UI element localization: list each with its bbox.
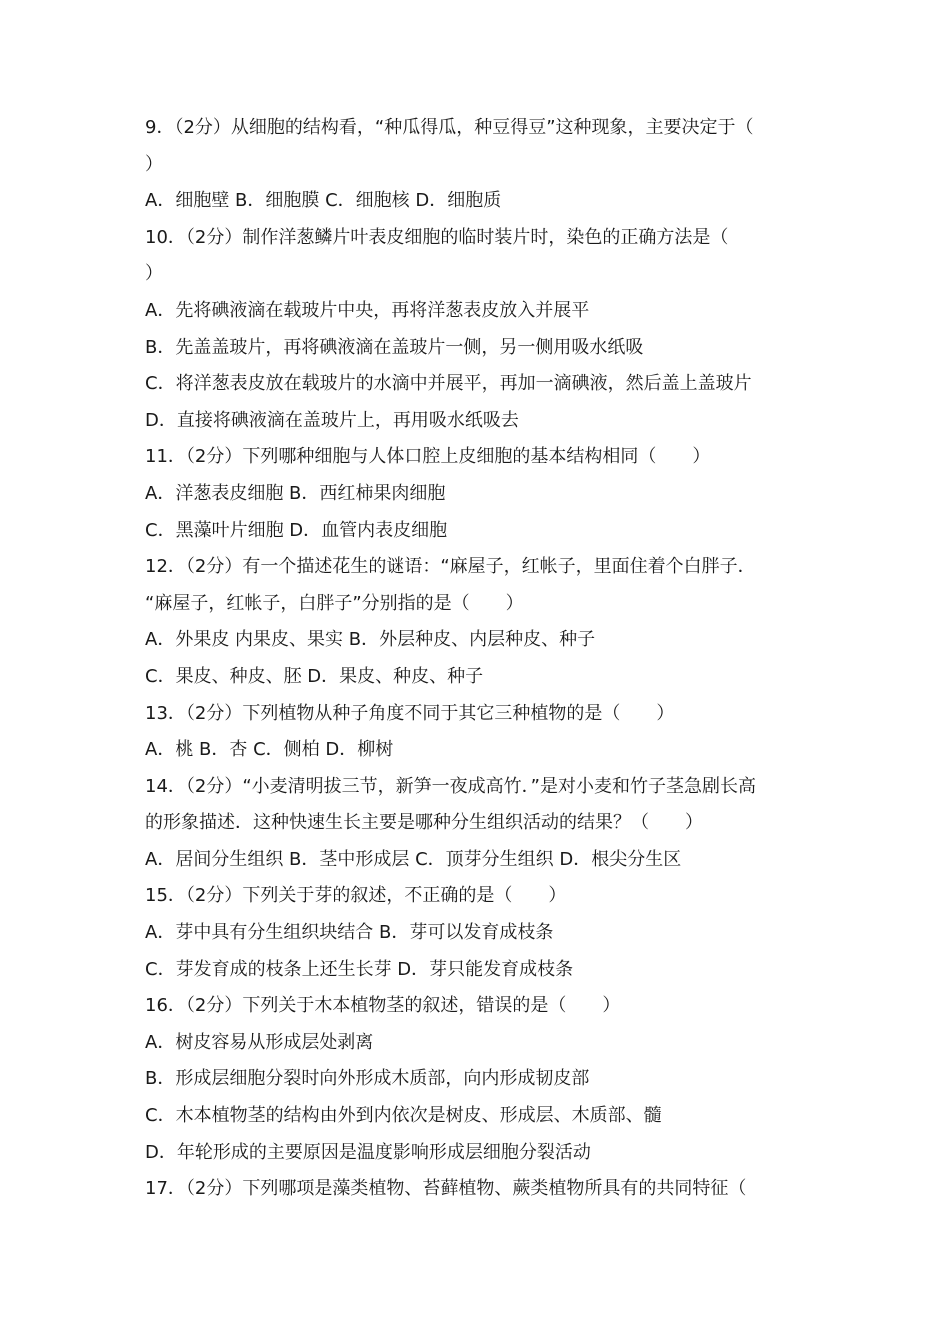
question-9-stem-cont: ）	[145, 153, 163, 175]
question-15-stem: 15．（2分）下列关于芽的叙述，不正确的是（ ）	[145, 885, 567, 907]
question-13-stem: 13．（2分）下列植物从种子角度不同于其它三种植物的是（ ）	[145, 702, 675, 724]
question-10-option-d: D．直接将碘液滴在盖玻片上，再用吸水纸吸去	[145, 409, 519, 431]
question-9-options: A．细胞壁 B．细胞膜 C．细胞核 D．细胞质	[145, 190, 502, 212]
question-17-stem: 17．（2分）下列哪项是藻类植物、苔藓植物、蕨类植物所具有的共同特征（	[145, 1178, 747, 1200]
question-9-stem: 9．（2分）从细胞的结构看，“种瓜得瓜，种豆得豆”这种现象，主要决定于（	[145, 117, 754, 138]
question-10-stem: 10．（2分）制作洋葱鳞片叶表皮细胞的临时装片时，染色的正确方法是（	[145, 226, 729, 248]
question-10-option-a: A．先将碘液滴在载玻片中央，再将洋葱表皮放入并展平	[145, 299, 590, 321]
question-11-options-ab: A．洋葱表皮细胞 B．西红柿果肉细胞	[145, 482, 446, 504]
question-15-options-ab: A．芽中具有分生组织块结合 B．芽可以发育成枝条	[145, 922, 554, 944]
question-12-options-cd: C．果皮、种皮、胚 D．果皮、种皮、种子	[145, 665, 484, 687]
question-text-block	[145, 110, 815, 1208]
question-16-option-a: A．树皮容易从形成层处剥离	[145, 1031, 374, 1053]
question-15-options-cd: C．芽发育成的枝条上还生长芽 D．芽只能发育成枝条	[145, 958, 574, 980]
question-10-option-c: C．将洋葱表皮放在载玻片的水滴中并展平，再加一滴碘液，然后盖上盖玻片	[145, 373, 752, 395]
question-11-stem: 11．（2分）下列哪种细胞与人体口腔上皮细胞的基本结构相同（ ）	[145, 446, 711, 468]
question-16-option-c: C．木本植物茎的结构由外到内依次是树皮、形成层、木质部、髓	[145, 1105, 662, 1127]
question-16-option-d: D．年轮形成的主要原因是温度影响形成层细胞分裂活动	[145, 1141, 591, 1163]
question-16-option-b: B．形成层细胞分裂时向外形成木质部，向内形成韧皮部	[145, 1068, 590, 1090]
question-16-stem: 16．（2分）下列关于木本植物茎的叙述，错误的是（ ）	[145, 995, 621, 1017]
question-12-stem: 12．（2分）有一个描述花生的谜语：“麻屋子，红帐子，里面住着个白胖子．	[145, 556, 756, 578]
question-10-stem-cont: ）	[145, 263, 163, 285]
question-12-stem-cont: “麻屋子，红帐子，白胖子”分别指的是（ ）	[145, 592, 524, 614]
question-14-stem: 14．（2分）“小麦清明拔三节，新笋一夜成高竹．”是对小麦和竹子茎急剧长高	[145, 775, 757, 797]
question-13-options: A．桃 B．杏 C．侧柏 D．柳树	[145, 739, 394, 761]
question-14-stem-cont: 的形象描述．这种快速生长主要是哪种分生组织活动的结果？（ ）	[145, 812, 703, 834]
question-10-option-b: B．先盖盖玻片，再将碘液滴在盖玻片一侧，另一侧用吸水纸吸	[145, 336, 644, 358]
question-14-options: A．居间分生组织 B．茎中形成层 C．顶芽分生组织 D．根尖分生区	[145, 848, 682, 870]
question-12-options-ab: A．外果皮 内果皮、果实 B．外层种皮、内层种皮、种子	[145, 629, 596, 651]
question-11-options-cd: C．黑藻叶片细胞 D．血管内表皮细胞	[145, 519, 448, 541]
